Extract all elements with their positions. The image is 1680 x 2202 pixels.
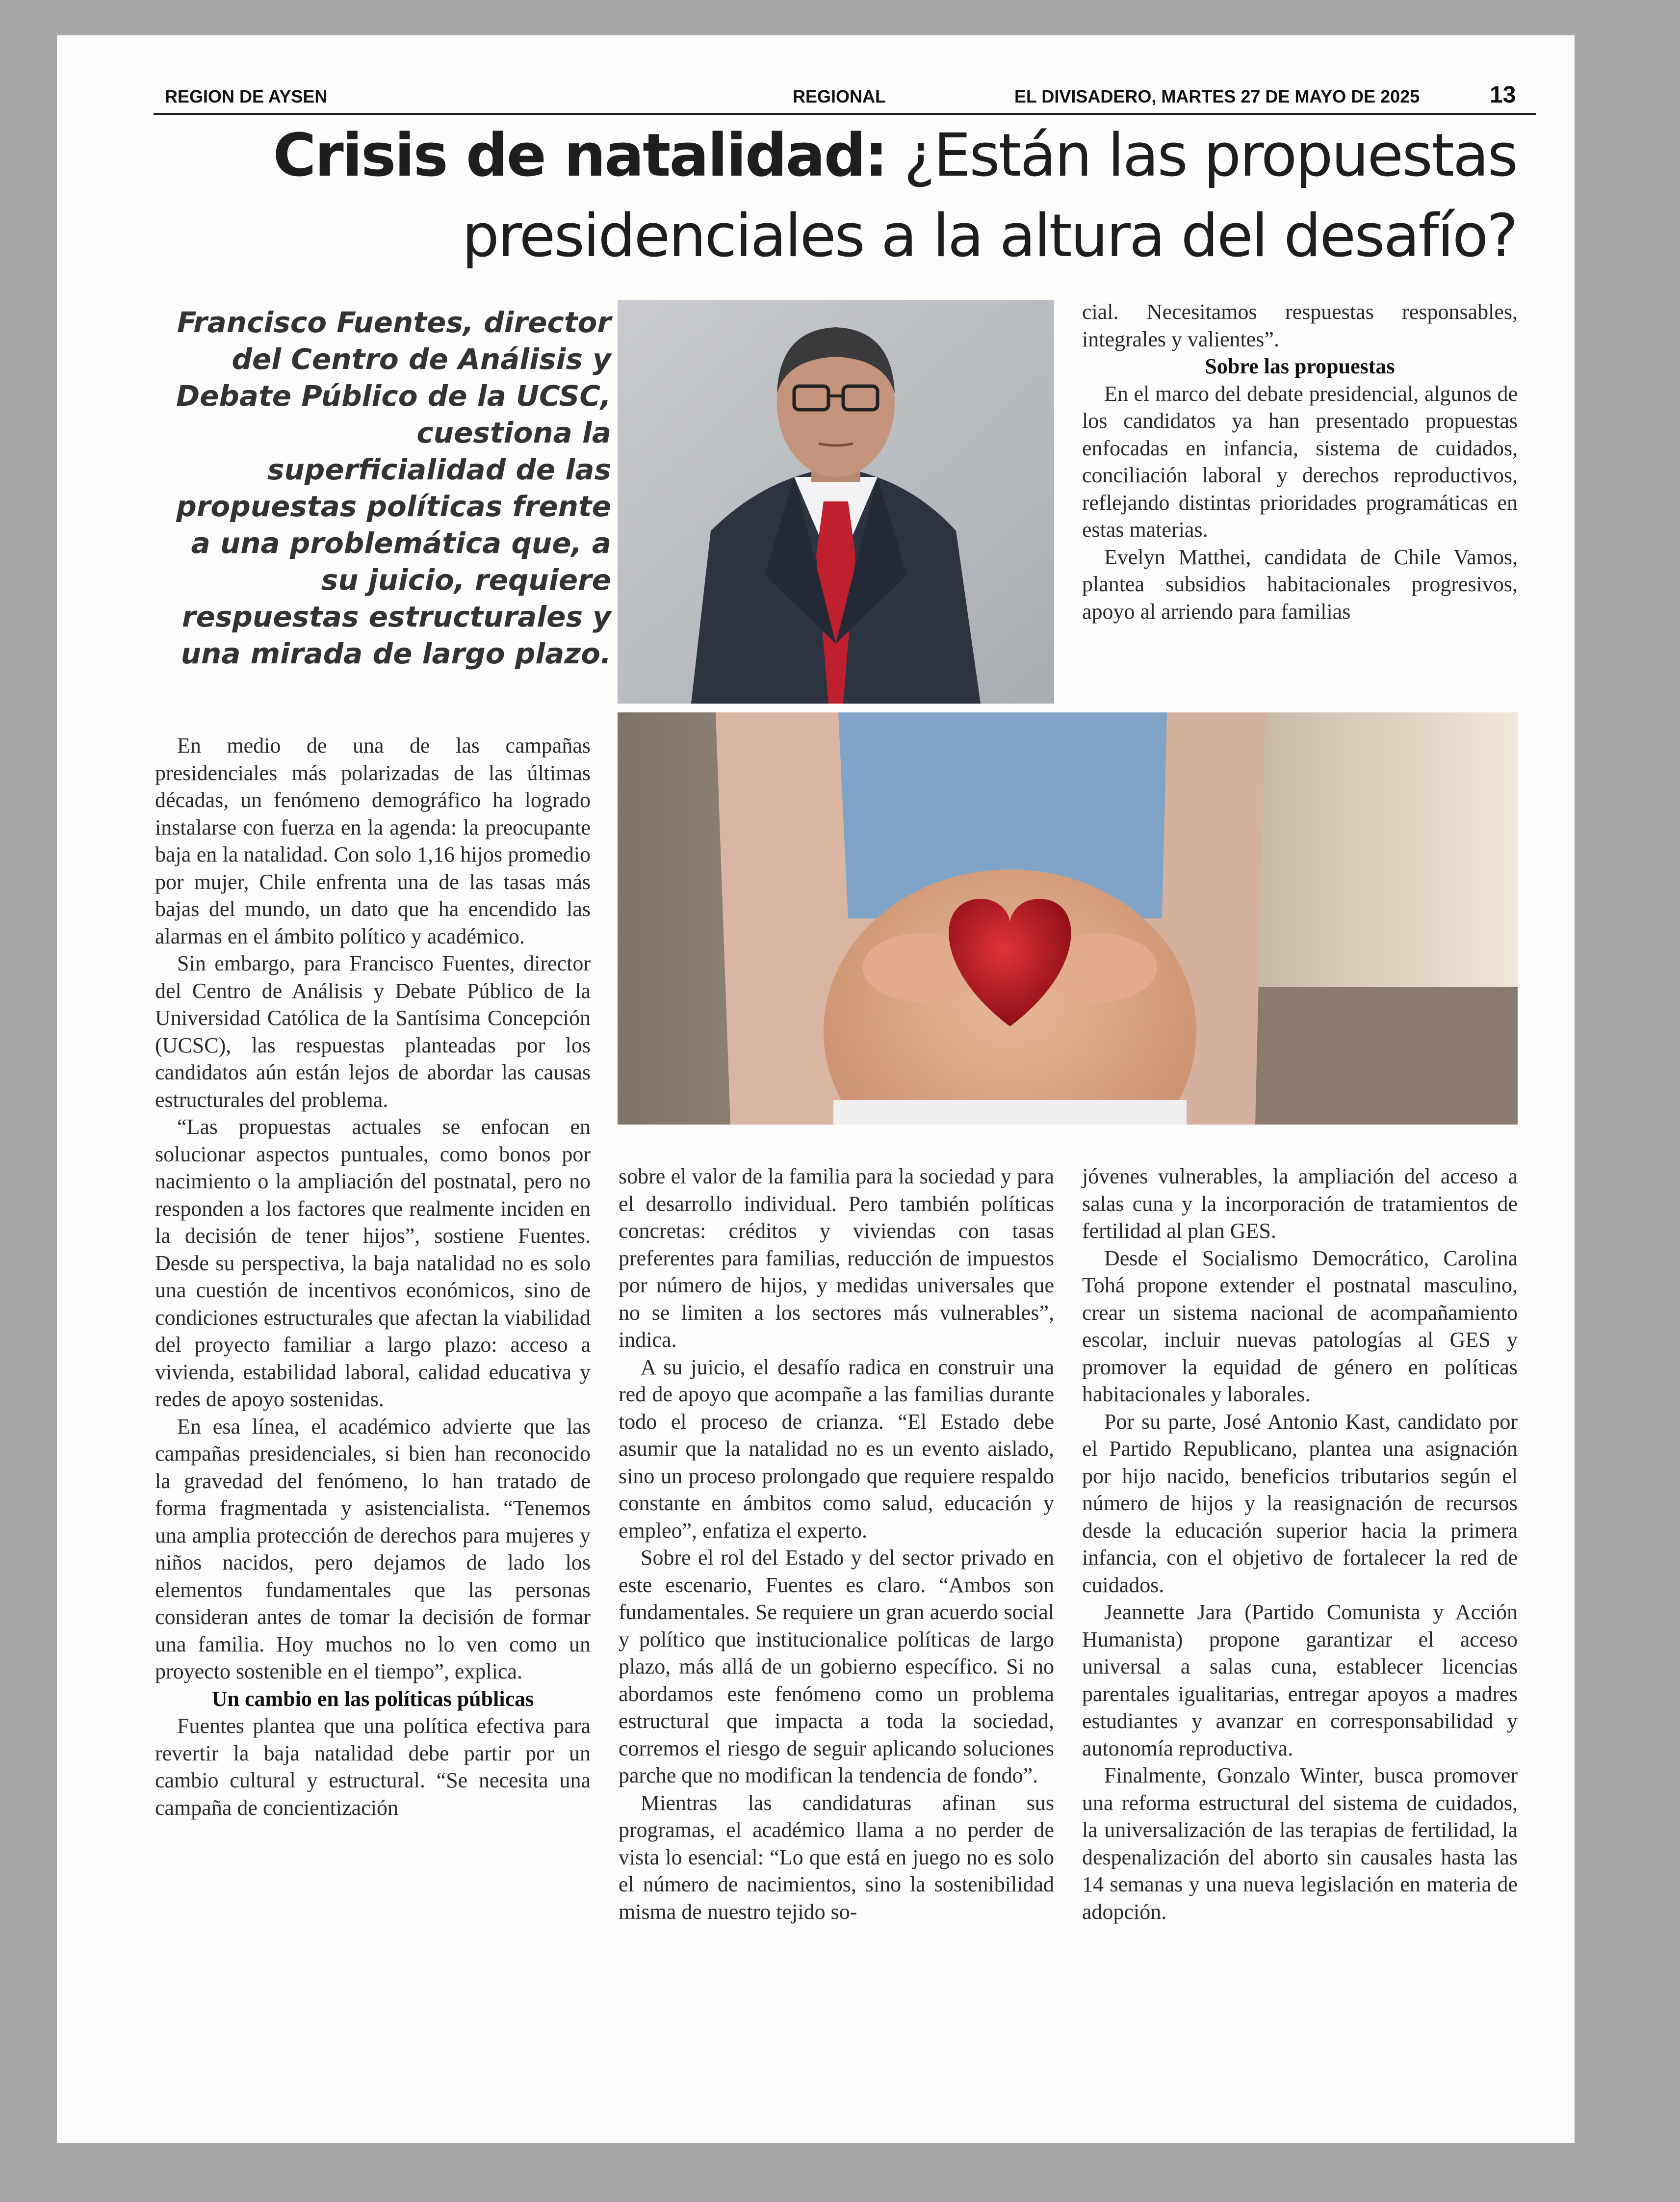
header-rule (154, 113, 1536, 115)
article-column-3-top (1082, 298, 1518, 625)
paragraph: cial. Necesitamos respuestas responsables, integrales y valientes”. (1082, 300, 1518, 351)
subheading-public-policy: Un cambio en las políticas públicas (211, 1686, 534, 1711)
paragraph: En medio de una de las campañas presidenciales más polarizadas de las últimas décadas, un fenómeno demográfico ha logrado instalarse con fuerza en la agenda: la preocupante baja en la natalidad. Con solo 1,16 hijos promedio por mujer, Chile enfrenta una de las tasas más bajas del mundo, un dato que ha encendido las alarmas en el ámbito político y académico. (155, 734, 591, 948)
article-column-1 (155, 732, 591, 1821)
paragraph: Evelyn Matthei, candidata de Chile Vamos, plantea subsidios habitacionales progresivos, apoyo al arriendo para familias (1082, 545, 1518, 624)
section-category: REGIONAL (793, 86, 886, 106)
paragraph: jóvenes vulnerables, la ampliación del acceso a salas cuna y la incorporación de tratamientos de fertilidad al plan GES. (1082, 1164, 1518, 1243)
photo-pregnant-heart (618, 712, 1518, 1125)
paragraph: Sobre el rol del Estado y del sector privado en este escenario, Fuentes es claro. “Ambos son fundamentales. Se requiere un gran acuerdo social y político que institucionalice políticas de largo plazo, más allá de un gobierno específico. Si no abordamos este fenómeno como un problema estructural que impacta a toda la sociedad, corremos el riesgo de seguir aplicando soluciones parche que no modifican la tendencia de fondo”. (619, 1546, 1054, 1787)
paragraph: Finalmente, Gonzalo Winter, busca promover una reforma estructural del sistema de cuidados, la universalización de las terapias de fertilidad, la despenalización del aborto sin causales hasta las 14 semanas y una nueva legislación en materia de adopción. (1082, 1763, 1518, 1924)
paragraph: Mientras las candidaturas afinan sus programas, el académico llama a no perder de vista lo esencial: “Lo que está en juego no es solo el número de nacimientos, sino la sostenibilidad misma de nuestro tejido so- (619, 1790, 1054, 1924)
paragraph: sobre el valor de la familia para la sociedad y para el desarrollo individual. Pero también políticas concretas: créditos y viviendas con tasas preferentes para familias, reducción de impuestos por número de hijos, y medidas universales que no se limiten a los sectores más vulnerables”, indica. (619, 1164, 1054, 1352)
photo-portrait (618, 300, 1054, 704)
section-label: REGION DE AYSEN (165, 86, 328, 106)
page-number: 13 (1490, 82, 1516, 108)
paragraph: “Las propuestas actuales se enfocan en solucionar aspectos puntuales, como bonos por nacimiento o la ampliación del postnatal, pero no responden a los factores que realmente inciden en la decisión de tener hijos”, sostiene Fuentes. Desde su perspectiva, la baja natalidad no es solo una cuestión de incentivos económicos, sino de condiciones estructurales que afectan la viabilidad del proyecto familiar a largo plazo: acceso a vivienda, estabilidad laboral, calidad educativa y redes de apoyo sostenidas. (155, 1115, 591, 1411)
headline-rest: ¿Están las propuestas (886, 122, 1517, 190)
subheading-proposals: Sobre las propuestas (1205, 354, 1395, 378)
paragraph: Sin embargo, para Francisco Fuentes, director del Centro de Análisis y Debate Público de la Universidad Católica de la Santísima Concepción (UCSC), las respuestas planteadas por los candidatos aún están lejos de abordar las causas estructurales del problema. (155, 951, 591, 1112)
paragraph: En el marco del debate presidencial, algunos de los candidatos ya han presentado propuestas enfocadas en infancia, sistema de cuidados, conciliación laboral y derechos reproductivos, reflejando distintas prioridades programáticas en estas materias. (1082, 381, 1518, 542)
paragraph: Jeannette Jara (Partido Comunista y Acción Humanista) propone garantizar el acceso universal a salas cuna, establecer licencias parentales igualitarias, entregar apoyos a madres estudiantes y avanzar en corresponsabilidad y autonomía reproductiva. (1082, 1600, 1518, 1760)
paragraph: Desde el Socialismo Democrático, Carolina Tohá propone extender el postnatal masculino, crear un sistema nacional de acompañamiento escolar, incluir nuevas patologías al GES y promover la equidad de género en políticas habitacionales y laborales. (1082, 1246, 1518, 1406)
headline-line-2: presidenciales a la altura del desafío? (462, 202, 1517, 270)
article-column-3-bottom (1082, 1163, 1518, 1925)
edition-dateline: EL DIVISADERO, MARTES 27 DE MAYO DE 2025 (1014, 86, 1420, 106)
article-column-2 (619, 1163, 1054, 1925)
paragraph: A su juicio, el desafío radica en construir una red de apoyo que acompañe a las familias durante todo el proceso de crianza. “El Estado debe asumir que la natalidad no es un evento aislado, sino un proceso prolongado que requiere respaldo constante en ámbitos como salud, educación y empleo”, enfatiza el experto. (619, 1355, 1054, 1543)
newspaper-page (57, 35, 1575, 2143)
deck-summary: Francisco Fuentes, director del Centro de Análisis y Debate Público de la UCSC, cuestiona la superficialidad de las propuestas políticas frente a una problemática que, a su juicio, requiere respuestas estructurales y una mirada de largo plazo. (176, 306, 611, 670)
paragraph: En esa línea, el académico advierte que las campañas presidenciales, si bien han reconocido la gravedad del fenómeno, lo han tratado de forma fragmentada y asistencialista. “Tenemos una amplia protección de derechos para mujeres y niños nacidos, pero dejamos de lado los elementos fundamentales que las personas consideran antes de tomar la decisión de formar una familia. Hoy muchos no lo ven como un proyecto sostenible en el tiempo”, explica. (155, 1414, 591, 1683)
headline-line-1 (273, 122, 1517, 190)
headline-strong: Crisis de natalidad: (273, 122, 887, 190)
paragraph: Fuentes plantea que una política efectiva para revertir la baja natalidad debe partir por un cambio cultural y estructural. “Se necesita una campaña de concientización (155, 1714, 591, 1820)
paragraph: Por su parte, José Antonio Kast, candidato por el Partido Republicano, plantea una asignación por hijo nacido, beneficios tributarios según el número de hijos y la reasignación de recursos desde la educación superior hacia la primera infancia, con el objetivo de fortalecer la red de cuidados. (1082, 1409, 1518, 1597)
